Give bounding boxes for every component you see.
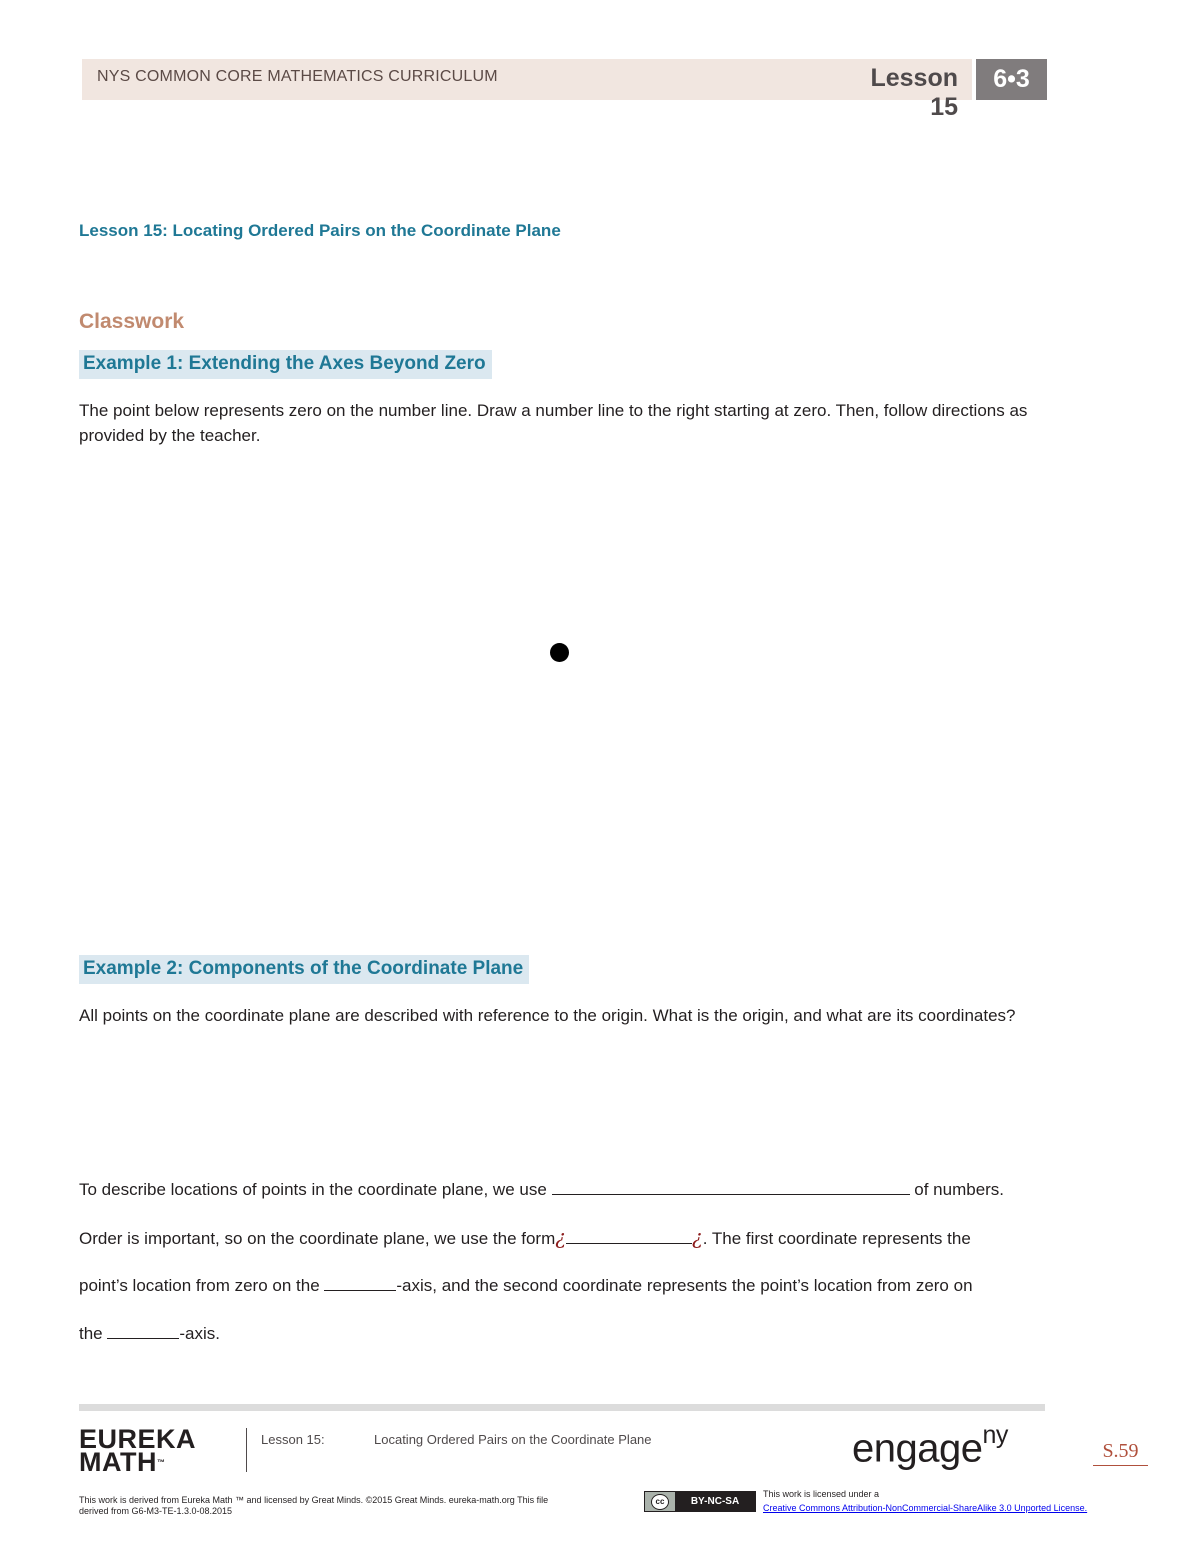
grade-module-badge: 6•3 [976,59,1047,100]
cc-icon-area [645,1492,675,1511]
eureka-word: EUREKA [79,1424,197,1454]
line4-start: the [79,1324,103,1343]
line4-end: -axis. [179,1324,220,1343]
line1-end: of numbers. [914,1180,1005,1199]
fill-in-line-2 [79,1225,971,1249]
fill-in-line-4 [79,1321,220,1344]
footer-divider [246,1428,247,1472]
line3-start: point’s location from zero on the [79,1276,320,1295]
eureka-math-logo [79,1424,197,1477]
line3-end: -axis, and the second coordinate represents the point’s location from zero on [396,1276,973,1295]
example1-heading: Example 1: Extending the Axes Beyond Zero [79,350,492,379]
fill-in-line-1 [79,1177,1004,1200]
lesson-title: Lesson 15: Locating Ordered Pairs on the Coordinate Plane [79,221,561,240]
fill-in-line-3 [79,1273,973,1296]
footer-rule [79,1404,1045,1411]
math-word: MATH™ [79,1447,166,1477]
cc-license-code: BY-NC-SA [690,1496,740,1507]
header-lesson: Lesson 15 [870,64,958,121]
blank-ordered-pairs[interactable] [552,1177,910,1195]
line2-start: Order is important, so on the coordinate plane, we use the form [79,1229,556,1248]
classwork-heading: Classwork [79,310,185,333]
curriculum-title: NYS COMMON CORE MATHEMATICS CURRICULUM [97,68,498,85]
example1-text: The point below represents zero on the number line. Draw a number line to the right starting at zero. Then, follow directions as provided by the teacher. [79,401,1028,445]
example2-text: All points on the coordinate plane are described with reference to the origin. What is the origin, and what are its coordinates? [79,1006,1016,1025]
line2-end: . The first coordinate represents the [702,1229,971,1248]
blank-form[interactable] [566,1226,692,1244]
license-link[interactable]: Creative Commons Attribution-NonCommercial-ShareAlike 3.0 Unported License. [763,1503,1088,1513]
license-intro: This work is licensed under a [763,1489,880,1499]
derivation-note: This work is derived from Eureka Math ™ and licensed by Great Minds. ©2015 Great Minds. eureka-math.org This file derived from G6-M3-TE-1.3.0-08.2015 [79,1495,549,1516]
engageny-logo: engage$^{ny}$ [852,1421,1008,1471]
placeholder-symbol-close: ¿ [691,1225,703,1249]
placeholder-symbol-open: ¿ [555,1225,566,1249]
cc-icon: cc [651,1494,669,1510]
blank-second-axis[interactable] [107,1321,179,1339]
line1-start: To describe locations of points in the coordinate plane, we use [79,1180,547,1199]
footer-lesson-title: Locating Ordered Pairs on the Coordinate Plane [374,1432,652,1447]
page-number: S.59 [1093,1440,1148,1466]
creative-commons-badge[interactable] [644,1491,756,1512]
example2-heading: Example 2: Components of the Coordinate Plane [79,955,529,984]
zero-point-dot [550,643,569,662]
footer-lesson: Lesson 15: [261,1432,325,1447]
blank-first-axis[interactable] [324,1273,396,1291]
